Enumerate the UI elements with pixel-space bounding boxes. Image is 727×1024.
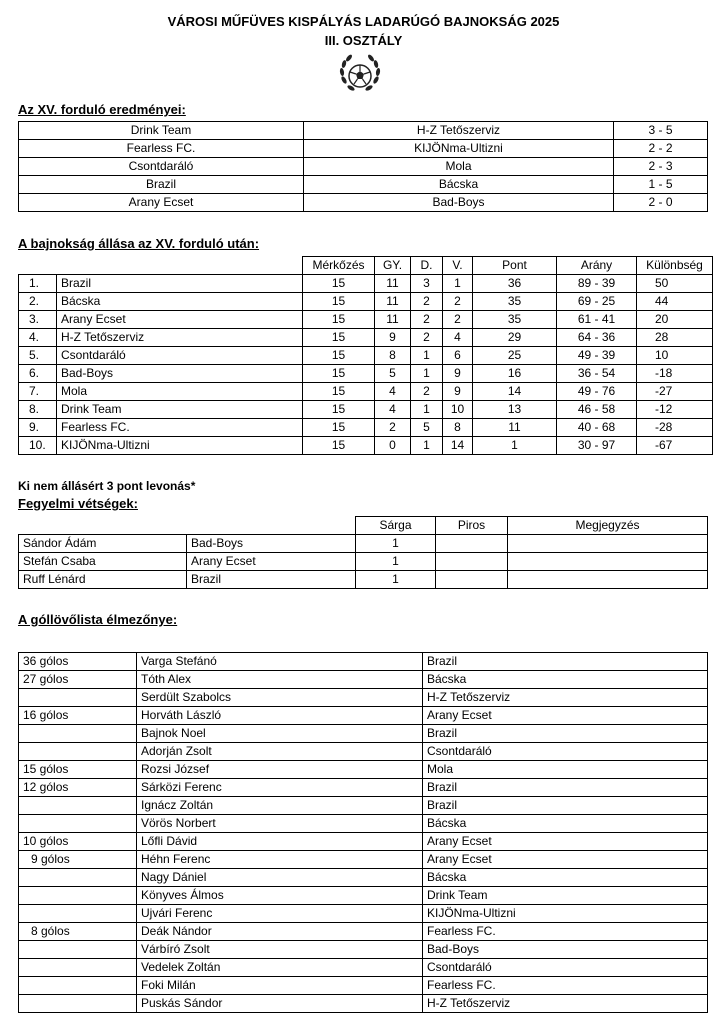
team-name: Bad-Boys — [423, 941, 708, 959]
goal-count: 36 gólos — [19, 653, 137, 671]
team-name: Brazil — [57, 275, 303, 293]
player-name: Horváth László — [137, 707, 423, 725]
losses: 4 — [443, 329, 473, 347]
points: 13 — [473, 401, 557, 419]
remark — [508, 571, 708, 589]
discipline-row — [19, 553, 708, 571]
points: 25 — [473, 347, 557, 365]
team-name: Drink Team — [57, 401, 303, 419]
page-title: VÁROSI MŰFÜVES KISPÁLYÁS LADARÚGÓ BAJNOKSÁG 2025 — [167, 14, 560, 29]
standings-row — [19, 311, 713, 329]
red-cards — [436, 553, 508, 571]
player-name: Lőfli Dávid — [137, 833, 423, 851]
position: 6. — [19, 365, 57, 383]
goal-ratio: 40 - 68 — [557, 419, 637, 437]
standings-row — [19, 437, 713, 455]
goal-difference: 10 — [637, 347, 713, 365]
player-name: Héhn Ferenc — [137, 851, 423, 869]
standings-row — [19, 347, 713, 365]
home-team: Fearless FC. — [19, 140, 304, 158]
losses: 2 — [443, 293, 473, 311]
team-name: Bácska — [423, 815, 708, 833]
column-header: GY. — [375, 257, 411, 275]
goal-difference: -67 — [637, 437, 713, 455]
matches-played: 15 — [303, 437, 375, 455]
column-header: Mérkőzés — [303, 257, 375, 275]
scorer-row — [19, 671, 708, 689]
wins: 9 — [375, 329, 411, 347]
standings-heading: A bajnokság állása az XV. forduló után: — [18, 236, 260, 251]
team-name: Brazil — [423, 653, 708, 671]
standings-row — [19, 383, 713, 401]
points: 16 — [473, 365, 557, 383]
wins: 11 — [375, 293, 411, 311]
standings-header-row — [19, 257, 713, 275]
goal-count: 8 gólos — [19, 923, 137, 941]
away-team: Mola — [304, 158, 614, 176]
position: 8. — [19, 401, 57, 419]
team-name: Fearless FC. — [423, 977, 708, 995]
losses: 8 — [443, 419, 473, 437]
team-name: Arany Ecset — [423, 851, 708, 869]
goal-difference: -12 — [637, 401, 713, 419]
matches-played: 15 — [303, 365, 375, 383]
matches-played: 15 — [303, 293, 375, 311]
column-header: V. — [443, 257, 473, 275]
draws: 1 — [411, 437, 443, 455]
standings-row — [19, 329, 713, 347]
draws: 2 — [411, 311, 443, 329]
goal-ratio: 36 - 54 — [557, 365, 637, 383]
team-name: Brazil — [187, 571, 356, 589]
player-name: Várbíró Zsolt — [137, 941, 423, 959]
player-name: Foki Milán — [137, 977, 423, 995]
player-name: Deák Nándor — [137, 923, 423, 941]
away-team: H-Z Tetőszerviz — [304, 122, 614, 140]
team-name: Csontdaráló — [423, 743, 708, 761]
discipline-row — [19, 571, 708, 589]
goal-count — [19, 959, 137, 977]
goal-count — [19, 941, 137, 959]
goal-count — [19, 725, 137, 743]
scorer-row — [19, 905, 708, 923]
draws: 3 — [411, 275, 443, 293]
points: 36 — [473, 275, 557, 293]
team-name: Arany Ecset — [423, 833, 708, 851]
goal-ratio: 64 - 36 — [557, 329, 637, 347]
yellow-cards: 1 — [356, 535, 436, 553]
points: 11 — [473, 419, 557, 437]
points: 1 — [473, 437, 557, 455]
result-row — [19, 158, 708, 176]
scorer-row — [19, 761, 708, 779]
player-name: Vedelek Zoltán — [137, 959, 423, 977]
matches-played: 15 — [303, 311, 375, 329]
team-name: Bad-Boys — [187, 535, 356, 553]
result-row — [19, 194, 708, 212]
points: 14 — [473, 383, 557, 401]
column-header: Különbség — [637, 257, 713, 275]
goal-ratio: 89 - 39 — [557, 275, 637, 293]
standings-row — [19, 365, 713, 383]
losses: 9 — [443, 383, 473, 401]
goal-count — [19, 995, 137, 1013]
goal-ratio: 46 - 58 — [557, 401, 637, 419]
scorer-row — [19, 833, 708, 851]
team-name: Mola — [57, 383, 303, 401]
team-name: Bácska — [423, 671, 708, 689]
deduction-note: Ki nem állásért 3 pont levonás* — [18, 479, 196, 493]
wins: 8 — [375, 347, 411, 365]
team-name: KIJÖNma-Ultizni — [57, 437, 303, 455]
draws: 1 — [411, 401, 443, 419]
losses: 9 — [443, 365, 473, 383]
wins: 5 — [375, 365, 411, 383]
player-name: Vörös Norbert — [137, 815, 423, 833]
column-header: Sárga — [356, 517, 436, 535]
player-name: Rozsi József — [137, 761, 423, 779]
scorer-row — [19, 995, 708, 1013]
goal-difference: -27 — [637, 383, 713, 401]
goal-count: 9 gólos — [19, 851, 137, 869]
wins: 2 — [375, 419, 411, 437]
draws: 2 — [411, 329, 443, 347]
matches-played: 15 — [303, 329, 375, 347]
column-header: D. — [411, 257, 443, 275]
position: 3. — [19, 311, 57, 329]
matches-played: 15 — [303, 275, 375, 293]
scorers-table — [18, 652, 708, 1013]
goal-count: 12 gólos — [19, 779, 137, 797]
remark — [508, 535, 708, 553]
match-score: 2 - 2 — [614, 140, 708, 158]
matches-played: 15 — [303, 383, 375, 401]
red-cards — [436, 535, 508, 553]
goal-count — [19, 815, 137, 833]
result-row — [19, 176, 708, 194]
matches-played: 15 — [303, 401, 375, 419]
goal-ratio: 49 - 76 — [557, 383, 637, 401]
team-name: H-Z Tetőszerviz — [423, 995, 708, 1013]
player-name: Adorján Zsolt — [137, 743, 423, 761]
goal-count — [19, 869, 137, 887]
scorer-row — [19, 689, 708, 707]
column-header: Piros — [436, 517, 508, 535]
losses: 14 — [443, 437, 473, 455]
scorers-heading: A góllövőlista élmezőnye: — [18, 612, 178, 627]
team-name: Bad-Boys — [57, 365, 303, 383]
blank-header — [19, 257, 57, 275]
team-name: Arany Ecset — [57, 311, 303, 329]
draws: 5 — [411, 419, 443, 437]
draws: 1 — [411, 365, 443, 383]
away-team: Bácska — [304, 176, 614, 194]
player-name: Nagy Dániel — [137, 869, 423, 887]
goal-count: 15 gólos — [19, 761, 137, 779]
team-name: Brazil — [423, 779, 708, 797]
points: 29 — [473, 329, 557, 347]
team-name: H-Z Tetőszerviz — [57, 329, 303, 347]
player-name: Bajnok Noel — [137, 725, 423, 743]
goal-count — [19, 887, 137, 905]
column-header: Arány — [557, 257, 637, 275]
scorer-row — [19, 941, 708, 959]
wins: 4 — [375, 383, 411, 401]
goal-ratio: 49 - 39 — [557, 347, 637, 365]
goal-ratio: 30 - 97 — [557, 437, 637, 455]
discipline-header-row — [19, 517, 708, 535]
wins: 4 — [375, 401, 411, 419]
player-name: Puskás Sándor — [137, 995, 423, 1013]
wins: 11 — [375, 311, 411, 329]
position: 10. — [19, 437, 57, 455]
losses: 1 — [443, 275, 473, 293]
match-score: 1 - 5 — [614, 176, 708, 194]
goal-count: 16 gólos — [19, 707, 137, 725]
standings-row — [19, 275, 713, 293]
goal-count — [19, 797, 137, 815]
position: 2. — [19, 293, 57, 311]
standings-table — [18, 256, 713, 455]
team-name: Mola — [423, 761, 708, 779]
team-name: Drink Team — [423, 887, 708, 905]
scorer-row — [19, 815, 708, 833]
scorer-row — [19, 797, 708, 815]
losses: 2 — [443, 311, 473, 329]
team-name: Fearless FC. — [423, 923, 708, 941]
yellow-cards: 1 — [356, 571, 436, 589]
goal-count — [19, 905, 137, 923]
scorer-row — [19, 653, 708, 671]
scorer-row — [19, 851, 708, 869]
losses: 10 — [443, 401, 473, 419]
goal-count — [19, 743, 137, 761]
position: 1. — [19, 275, 57, 293]
goal-count: 10 gólos — [19, 833, 137, 851]
team-name: Arany Ecset — [423, 707, 708, 725]
goal-difference: 20 — [637, 311, 713, 329]
player-name: Tóth Alex — [137, 671, 423, 689]
draws: 1 — [411, 347, 443, 365]
match-score: 3 - 5 — [614, 122, 708, 140]
team-name: Bácska — [57, 293, 303, 311]
player-name: Ujvári Ferenc — [137, 905, 423, 923]
team-name: Brazil — [423, 797, 708, 815]
column-header: Pont — [473, 257, 557, 275]
home-team: Csontdaráló — [19, 158, 304, 176]
match-score: 2 - 0 — [614, 194, 708, 212]
standings-row — [19, 293, 713, 311]
team-name: Csontdaráló — [423, 959, 708, 977]
scorer-row — [19, 959, 708, 977]
scorer-row — [19, 869, 708, 887]
player-name: Könyves Álmos — [137, 887, 423, 905]
points: 35 — [473, 293, 557, 311]
scorer-row — [19, 779, 708, 797]
match-score: 2 - 3 — [614, 158, 708, 176]
division-title: III. OSZTÁLY — [324, 33, 403, 48]
scorer-row — [19, 725, 708, 743]
result-row — [19, 122, 708, 140]
team-name: Fearless FC. — [57, 419, 303, 437]
points: 35 — [473, 311, 557, 329]
player-name: Sándor Ádám — [19, 535, 187, 553]
draws: 2 — [411, 293, 443, 311]
scorer-row — [19, 743, 708, 761]
team-name: Brazil — [423, 725, 708, 743]
result-row — [19, 140, 708, 158]
blank-header — [57, 257, 303, 275]
remark — [508, 553, 708, 571]
discipline-row — [19, 535, 708, 553]
goal-difference: 28 — [637, 329, 713, 347]
team-name: H-Z Tetőszerviz — [423, 689, 708, 707]
position: 4. — [19, 329, 57, 347]
matches-played: 15 — [303, 419, 375, 437]
results-heading: Az XV. forduló eredményei: — [18, 102, 186, 117]
player-name: Varga Stefánó — [137, 653, 423, 671]
player-name: Ruff Lénárd — [19, 571, 187, 589]
team-name: Bácska — [423, 869, 708, 887]
goal-count: 27 gólos — [19, 671, 137, 689]
home-team: Brazil — [19, 176, 304, 194]
team-name: Arany Ecset — [187, 553, 356, 571]
column-header: Megjegyzés — [508, 517, 708, 535]
discipline-heading: Fegyelmi vétségek: — [18, 496, 138, 511]
position: 5. — [19, 347, 57, 365]
player-name: Ignácz Zoltán — [137, 797, 423, 815]
away-team: Bad-Boys — [304, 194, 614, 212]
matches-played: 15 — [303, 347, 375, 365]
results-table — [18, 121, 708, 212]
home-team: Drink Team — [19, 122, 304, 140]
draws: 2 — [411, 383, 443, 401]
away-team: KIJÖNma-Ultizni — [304, 140, 614, 158]
goal-ratio: 61 - 41 — [557, 311, 637, 329]
player-name: Stefán Csaba — [19, 553, 187, 571]
goal-difference: -18 — [637, 365, 713, 383]
goal-count — [19, 689, 137, 707]
scorer-row — [19, 923, 708, 941]
scorer-row — [19, 707, 708, 725]
team-name: KIJÖNma-Ultizni — [423, 905, 708, 923]
blank-header — [187, 517, 356, 535]
wins: 11 — [375, 275, 411, 293]
position: 7. — [19, 383, 57, 401]
soccer-ball-laurel-icon — [336, 50, 384, 98]
scorer-row — [19, 977, 708, 995]
goal-difference: 44 — [637, 293, 713, 311]
yellow-cards: 1 — [356, 553, 436, 571]
goal-difference: -28 — [637, 419, 713, 437]
standings-row — [19, 401, 713, 419]
goal-ratio: 69 - 25 — [557, 293, 637, 311]
blank-header — [19, 517, 187, 535]
team-name: Csontdaráló — [57, 347, 303, 365]
player-name: Sárközi Ferenc — [137, 779, 423, 797]
red-cards — [436, 571, 508, 589]
position: 9. — [19, 419, 57, 437]
wins: 0 — [375, 437, 411, 455]
player-name: Serdült Szabolcs — [137, 689, 423, 707]
standings-row — [19, 419, 713, 437]
home-team: Arany Ecset — [19, 194, 304, 212]
goal-count — [19, 977, 137, 995]
goal-difference: 50 — [637, 275, 713, 293]
discipline-table — [18, 516, 708, 589]
scorer-row — [19, 887, 708, 905]
losses: 6 — [443, 347, 473, 365]
